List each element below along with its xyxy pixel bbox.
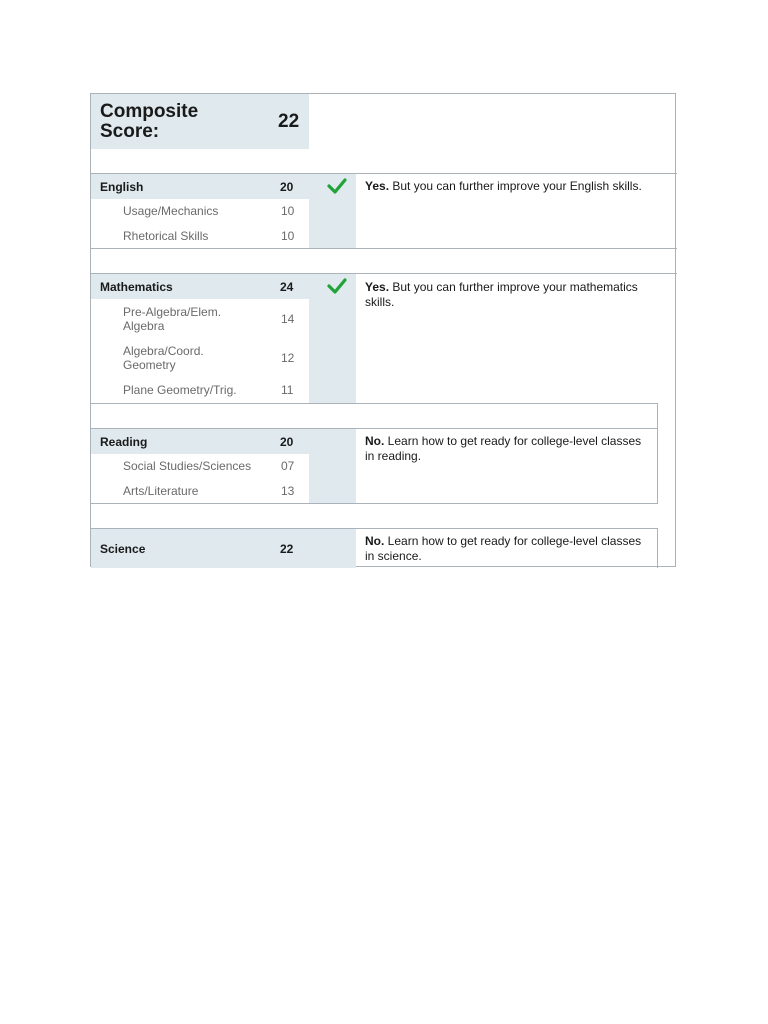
subscore-value: 11	[281, 383, 294, 397]
subscore-name: Arts/Literature	[123, 484, 199, 498]
subscore-value: 10	[281, 229, 295, 243]
score-report	[90, 93, 676, 567]
subscore-name: Social Studies/Sciences	[123, 459, 252, 473]
section-message	[365, 179, 665, 194]
divider	[657, 403, 658, 503]
subscore-name: Usage/Mechanics	[123, 204, 219, 218]
section-message	[365, 280, 665, 310]
divider	[91, 403, 657, 404]
subscore-value: 10	[281, 204, 295, 218]
subscore-name: Plane Geometry/Trig.	[123, 383, 237, 397]
message-rest: But you can further improve your English skills.	[389, 179, 642, 193]
science-check-band	[309, 529, 356, 568]
composite-label: Composite Score:	[100, 101, 199, 142]
section-score: 20	[280, 179, 294, 194]
message-lead: Yes.	[365, 179, 390, 193]
subscore-value: 14	[281, 312, 295, 326]
message-lead: Yes.	[365, 280, 390, 294]
section-name: Science	[100, 541, 146, 556]
subscore-value: 12	[281, 351, 295, 365]
section-score: 20	[280, 434, 294, 449]
subscore-name: Algebra/Coord. Geometry	[123, 344, 204, 372]
subscore-name: Rhetorical Skills	[123, 229, 209, 243]
composite-score: 22	[278, 111, 300, 132]
message-rest: Learn how to get ready for college-level classes in reading.	[365, 434, 642, 463]
section-score: 24	[280, 279, 294, 294]
divider	[91, 248, 677, 249]
section-score: 22	[280, 541, 294, 556]
message-rest: But you can further improve your mathematics skills.	[365, 280, 638, 309]
section-name: Mathematics	[100, 279, 173, 294]
divider	[91, 503, 658, 504]
section-message	[365, 434, 650, 464]
check-icon	[327, 278, 347, 294]
subscore-value: 13	[281, 484, 295, 498]
subscore-name: Pre-Algebra/Elem. Algebra	[123, 305, 222, 333]
message-lead: No.	[365, 534, 385, 548]
section-message	[365, 534, 650, 564]
subscore-value: 07	[281, 459, 295, 473]
divider	[657, 528, 658, 568]
section-name: Reading	[100, 434, 148, 449]
reading-check-band	[309, 429, 356, 503]
check-icon	[327, 178, 347, 194]
section-name: English	[100, 179, 144, 194]
message-lead: No.	[365, 434, 385, 448]
message-rest: Learn how to get ready for college-level classes in science.	[365, 534, 642, 563]
